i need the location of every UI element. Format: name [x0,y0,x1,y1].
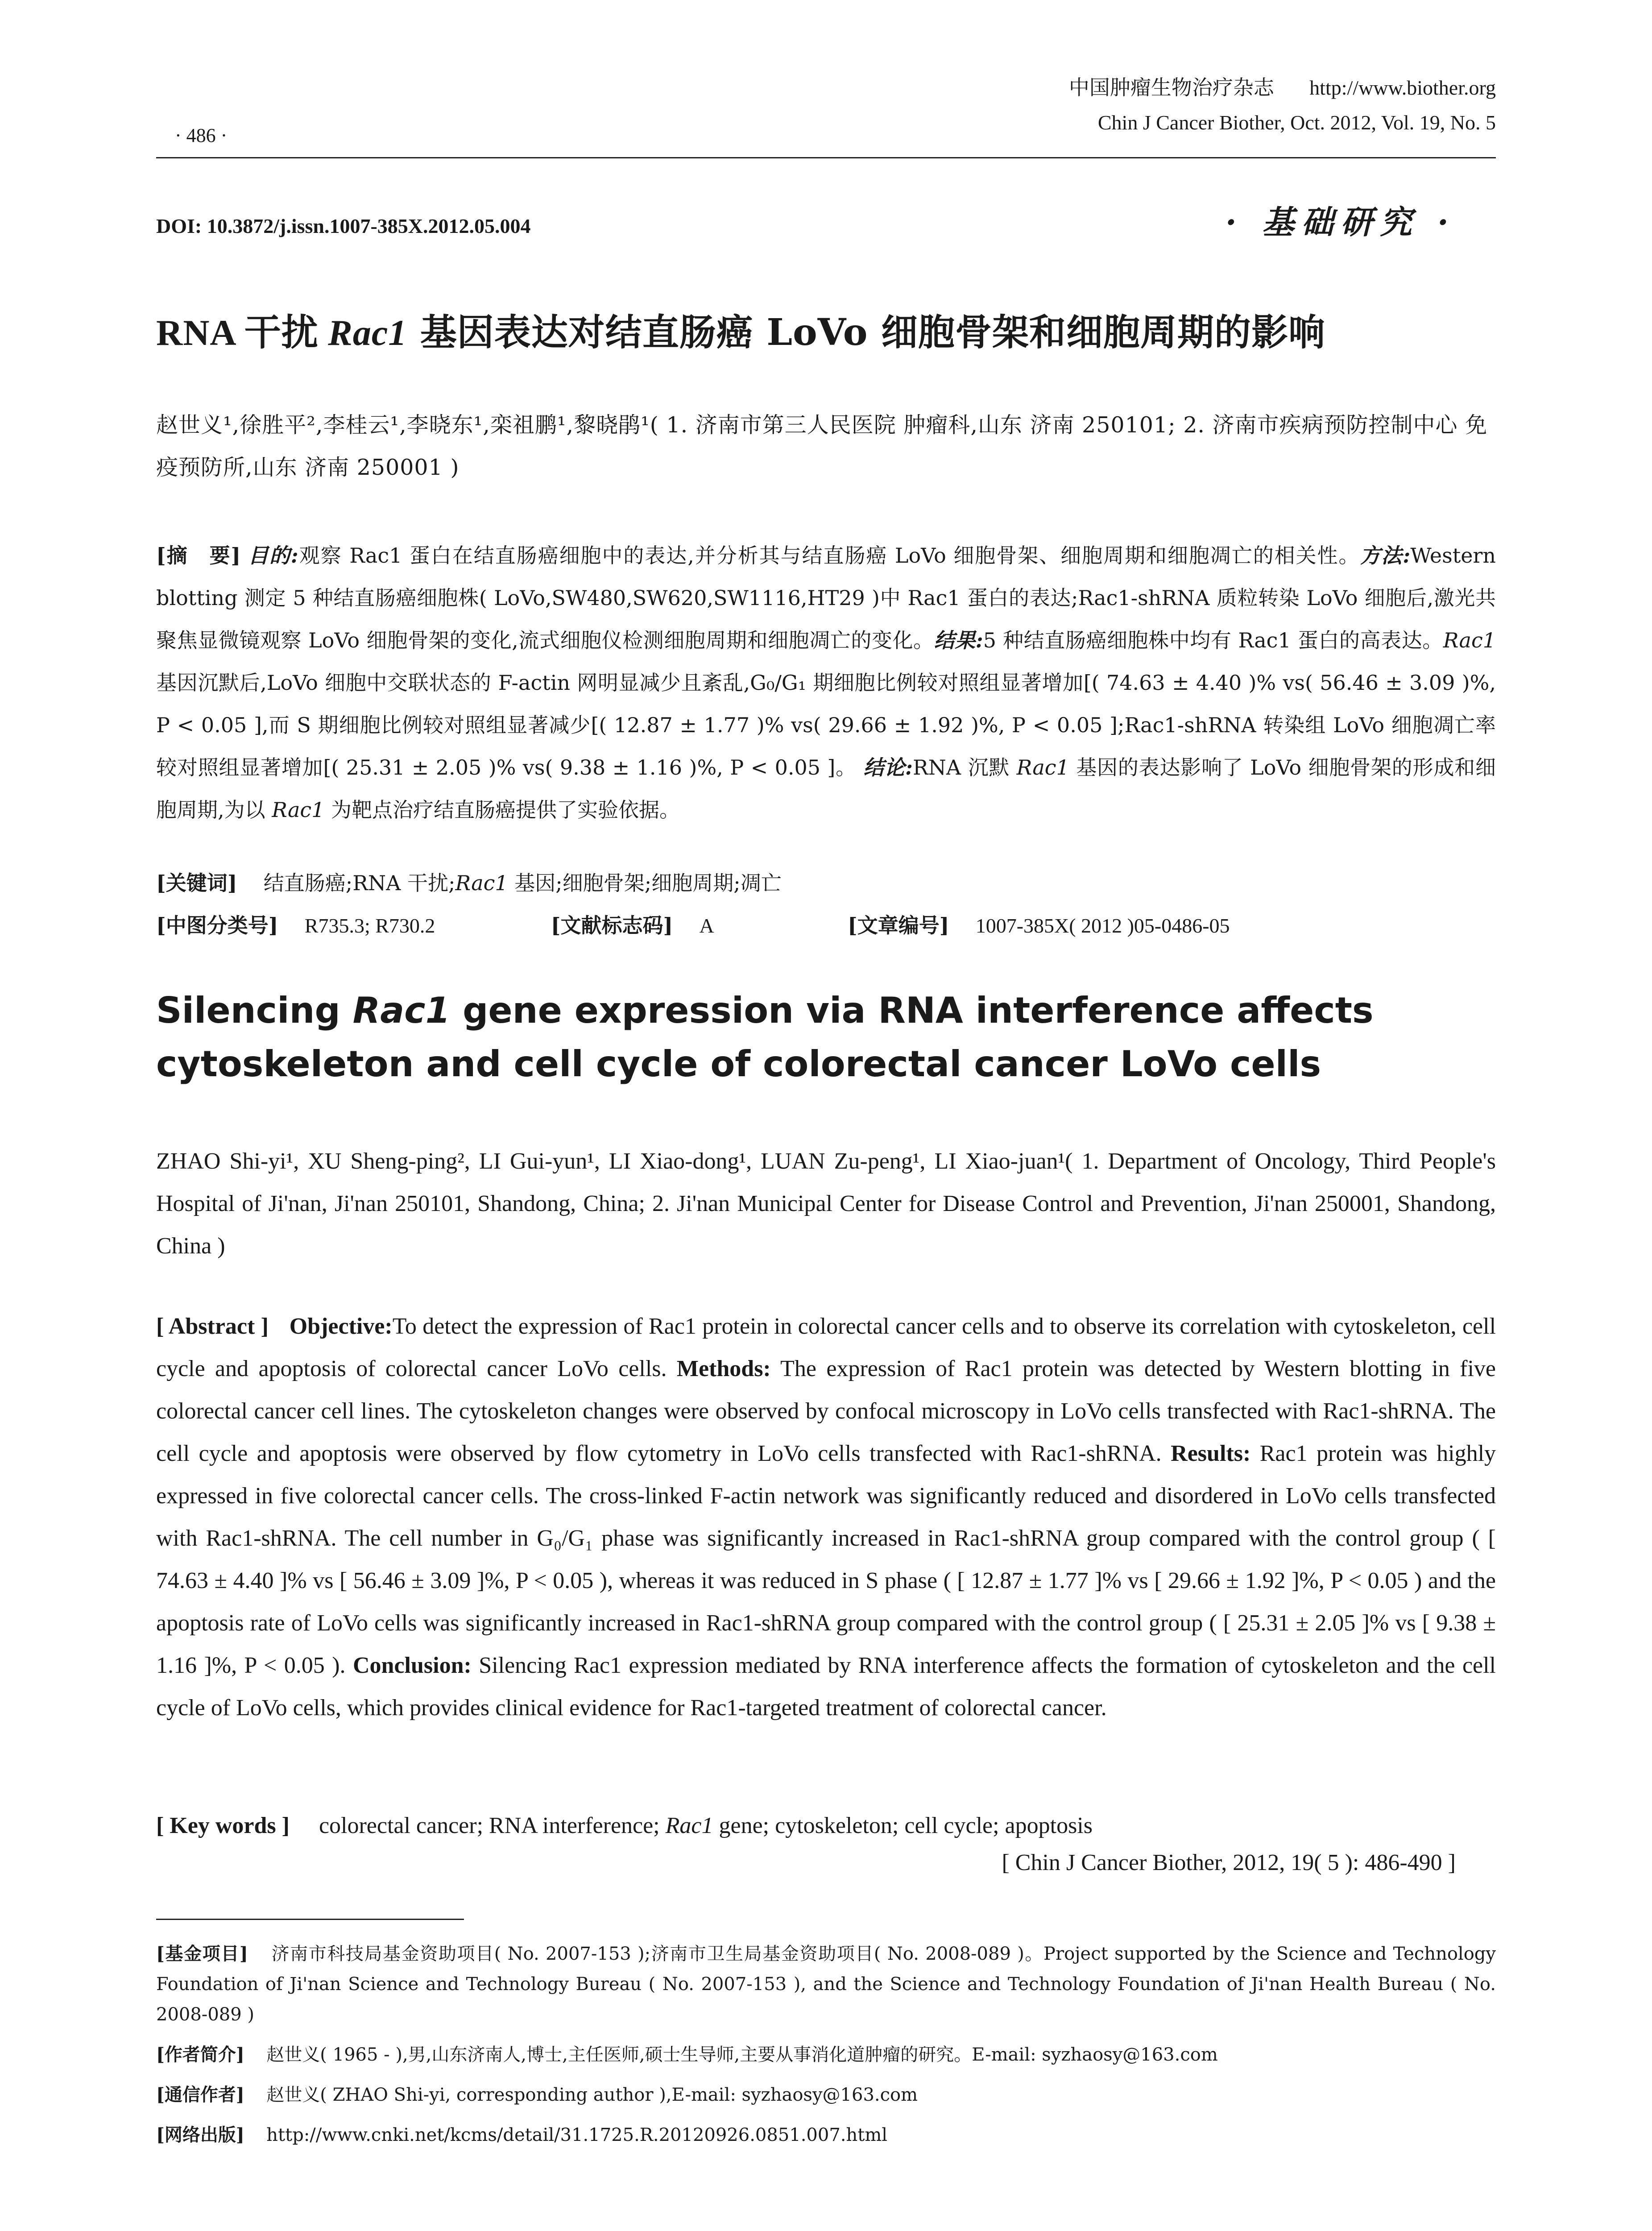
section-label: · 基础研究 · [1225,203,1456,241]
page-number: · 486 · [175,124,228,146]
doi: DOI: 10.3872/j.issn.1007-385X.2012.05.004 [156,215,531,237]
footnote-author [156,2040,1496,2070]
online-url[interactable]: http://www.cnki.net/kcms/detail/31.1725.R.20120926.0851.007.html [266,2125,888,2145]
results-en-label: Results: [1171,1441,1251,1466]
journal-url[interactable]: http://www.biother.org [1309,76,1496,99]
conclusion-cn-label: 结论: [863,755,913,780]
journal-header-en: Chin J Cancer Biother, Oct. 2012, Vol. 19, No. 5 [1097,111,1496,134]
authors-en: ZHAO Shi-yi¹, XU Sheng-ping², LI Gui-yun¹, LI Xiao-dong¹, LUAN Zu-peng¹, LI Xiao-juan¹( 1. Department of Oncology, Third People's Hospital of Ji'nan, Ji'nan 250101, Shandong, China; 2. Ji'nan Municipal Center for Disease Control and Prevention, Ji'nan 250001, Shandong, China ) [156,1149,1496,1259]
title-en [156,984,1496,1091]
methods-en: The expression of Rac1 protein was detected by Western blotting in five colorectal cancer cell lines. The cytoskeleton changes were observed by confocal microscopy in LoVo cells transfected with Rac1-shRNA. The cell cycle and apoptosis were observed by flow cytometry in LoVo cells transfected with Rac1-shRNA. [156,1356,1496,1466]
keywords-cn-a: 结直肠癌;RNA 干扰; [263,871,455,895]
conclusion-cn-b: 基因的表达影响了 LoVo 细胞骨架的形成和细胞周期,为以 [156,755,1496,822]
keywords-en-label: [ Key words ] [156,1813,290,1838]
footnotes [156,1939,1496,2160]
title-cn-part1: RNA 干扰 [156,312,328,353]
conclusion-en: Silencing Rac1 expression mediated by RNA interference affects the formation of cytoskeleton and the cell cycle of LoVo cells, which provides clinical evidence for Rac1-targeted treatment of colorectal cancer. [156,1653,1496,1721]
results-cn-b: 基因沉默后,LoVo 细胞中交联状态的 F-actin 网明显减少且紊乱,G₀/G₁ 期细胞比例较对照组显著增加[( 74.63 ± 4.40 )% vs( 56.46 ± 3.09 )%, P < 0.05 ],而 S 期细胞比例较对照组显著减少[( 12.87 ± 1.77 )% vs( 29.66 ± 1.92 )%, P < 0.05 ];Rac1-shRNA 转染组 LoVo 细胞凋亡率较对照组显著增加[( 25.31 ± 2.05 )% vs( 9.38 ± 1.16 )%, P < 0.05 ]。 [156,671,1496,780]
objective-cn-label: 目的: [248,543,298,568]
objective-en: To detect the expression of Rac1 protein in colorectal cancer cells and to observe its correlation with cytoskeleton, cell cycle and apoptosis of colorectal cancer LoVo cells. [156,1314,1496,1381]
keywords-cn [156,867,1496,896]
abstract-en [156,1305,1496,1729]
title-cn-part2: 基因表达对结直肠癌 LoVo 细胞骨架和细胞周期的影响 [407,311,1326,354]
citation: [ Chin J Cancer Biother, 2012, 19( 5 ): 486-490 ] [1002,1850,1456,1875]
fund-text: 济南市科技局基金资助项目( No. 2007-153 );济南市卫生局基金资助项目( No. 2008-089 )。Project supported by the Science and Technology Foundation of Ji'nan Science and Technology Bureau ( No. 2007-153 ), and the Science and Technology Foundation of Ji'nan Health Bureau ( No. 2008-089 ) [156,1944,1496,2025]
conclusion-cn-gene2: Rac1 [272,798,325,822]
title-en-part1: Silencing [156,990,353,1031]
article-number-value: 1007-385X( 2012 )05-0486-05 [975,914,1230,937]
footnote-divider [156,1919,464,1920]
methods-cn: Western blotting 测定 5 种结直肠癌细胞株( LoVo,SW480,SW620,SW1116,HT29 )中 Rac1 蛋白的表达;Rac1-shRNA 质粒转染 LoVo 细胞后,激光共聚焦显微镜观察 LoVo 细胞骨架的变化,流式细胞仪检测细胞周期和细胞凋亡的变化。 [156,543,1496,652]
keywords-cn-b: 基因;细胞骨架;细胞周期;凋亡 [508,871,782,895]
conclusion-cn-gene: Rac1 [1016,755,1069,780]
title-cn [156,303,1325,356]
results-en: Rac1 protein was highly expressed in five colorectal cancer cells. The cross-linked F-actin network was significantly reduced and disordered in LoVo cells transfected with Rac1-shRNA. The cell number in G₀/G₁ phase was significantly increased in Rac1-shRNA group compared with the control group ( [ 74.63 ± 4.40 ]% vs [ 56.46 ± 3.09 ]%, P < 0.05 ), whereas it was reduced in S phase ( [ 12.87 ± 1.77 ]% vs [ 29.66 ± 1.92 ]%, P < 0.05 ) and the apoptosis rate of LoVo cells was significantly increased in Rac1-shRNA group compared with the control group ( [ 25.31 ± 2.05 ]% vs [ 9.38 ± 1.16 ]%, P < 0.05 ). [156,1441,1496,1678]
corresponding-label: [通信作者] [156,2084,244,2105]
journal-header-cn [1069,71,1496,101]
doc-code-label: [文献标志码] [551,913,673,937]
clc-label: [中图分类号] [156,913,278,937]
corresponding-text: 赵世义( ZHAO Shi-yi, corresponding author ),E-mail: syzhaosy@163.com [266,2085,918,2105]
header-divider [156,157,1496,158]
abstract-en-label: [ Abstract ] [156,1314,269,1339]
objective-en-label: Objective: [289,1314,393,1339]
fund-label: [基金项目] [156,1943,248,1964]
footnote-corresponding [156,2080,1496,2110]
title-en-gene: Rac1 [352,990,451,1031]
conclusion-en-label: Conclusion: [352,1653,472,1678]
results-cn-a: 5 种结直肠癌细胞株中均有 Rac1 蛋白的高表达。 [983,628,1443,652]
clc-value: R735.3; R730.2 [304,914,435,937]
methods-en-label: Methods: [676,1356,771,1381]
abstract-cn-label: [摘 要] [156,543,241,568]
keywords-en-gene: Rac1 [665,1813,713,1838]
results-cn-label: 结果: [934,628,983,652]
keywords-cn-label: [关键词] [156,871,237,895]
classification-row [156,909,1496,939]
author-bio-text: 赵世义( 1965 - ),男,山东济南人,博士,主任医师,硕士生导师,主要从事消化道肿瘤的研究。E-mail: syzhaosy@163.com [266,2044,1218,2065]
article-number-label: [文章编号] [847,913,949,937]
title-en-part2: gene expression via RNA interference affects cytoskeleton and cell cycle of colorectal cancer LoVo cells [156,990,1374,1085]
journal-name-cn: 中国肿瘤生物治疗杂志 [1068,75,1274,100]
results-cn-gene: Rac1 [1443,628,1496,652]
footnote-fund [156,1939,1496,2030]
methods-cn-label: 方法: [1360,543,1411,568]
title-cn-gene: Rac1 [328,312,407,353]
conclusion-cn-a: RNA 沉默 [913,755,1017,780]
abstract-cn [156,535,1496,831]
authors-cn: 赵世义¹,徐胜平²,李桂云¹,李晓东¹,栾祖鹏¹,黎晓鹃¹( 1. 济南市第三人民医院 肿瘤科,山东 济南 250101; 2. 济南市疾病预防控制中心 免疫预防所,山东 济南 250001 ) [156,412,1488,480]
conclusion-cn-c: 为靶点治疗结直肠癌提供了实验依据。 [324,798,680,822]
objective-cn: 观察 Rac1 蛋白在结直肠癌细胞中的表达,并分析其与结直肠癌 LoVo 细胞骨架、细胞周期和细胞凋亡的相关性。 [298,543,1360,568]
keywords-en-a: colorectal cancer; RNA interference; [319,1813,666,1838]
footnote-online [156,2120,1496,2150]
keywords-en [156,1812,1496,1839]
online-label: [网络出版] [156,2124,244,2145]
keywords-en-b: gene; cytoskeleton; cell cycle; apoptosis [713,1813,1093,1838]
doc-code-value: A [699,914,714,937]
author-bio-label: [作者简介] [156,2044,244,2065]
keywords-cn-gene: Rac1 [455,871,508,895]
